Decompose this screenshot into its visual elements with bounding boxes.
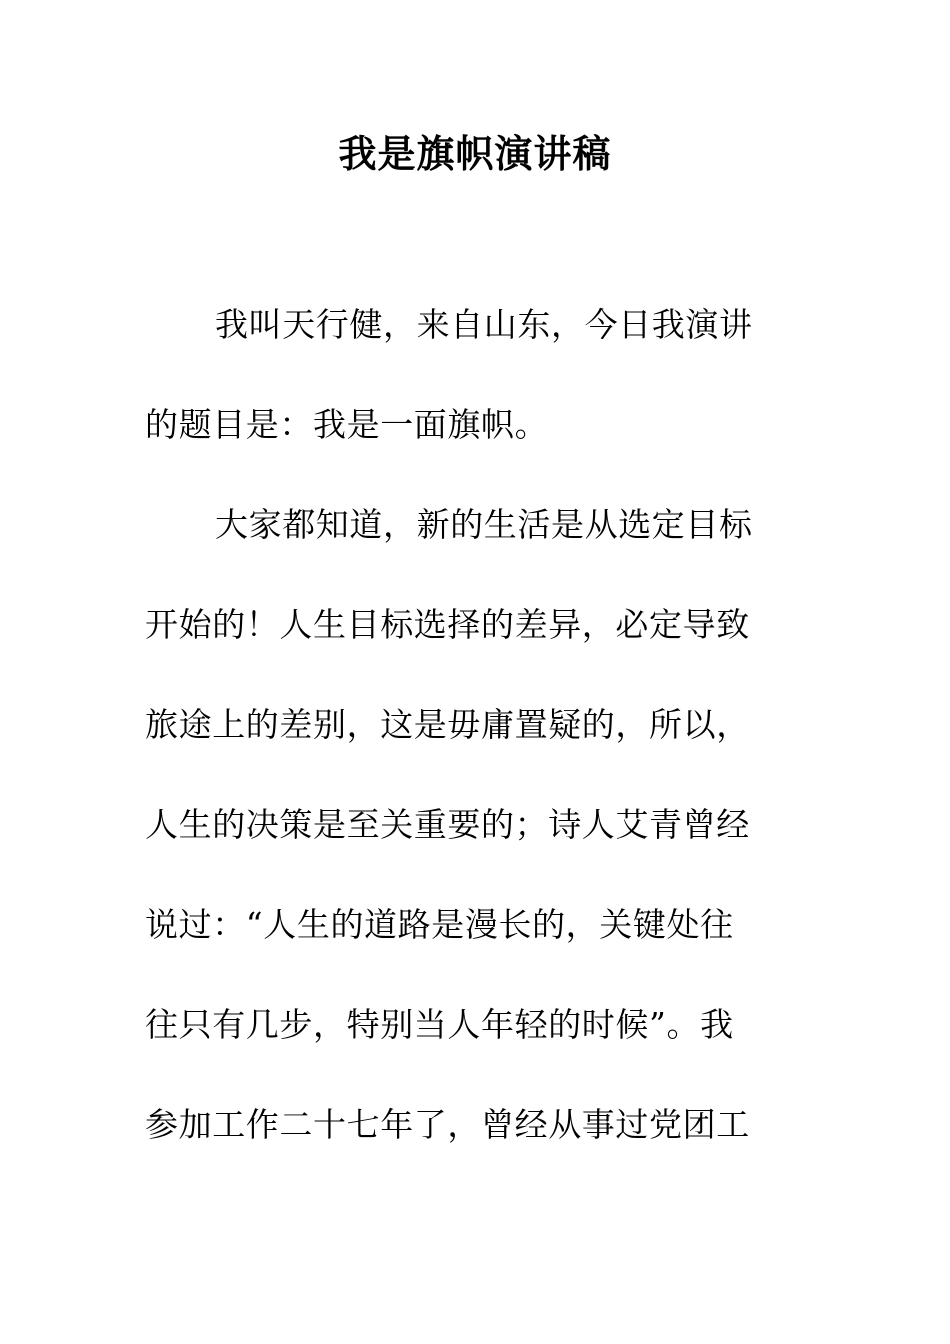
paragraph-2-line-7: 参加工作二十七年了，曾经从事过党团工 [145, 1105, 750, 1144]
paragraph-2-line-4: 人生的决策是至关重要的；诗人艾青曾经 [145, 805, 750, 844]
paragraph-2-line-2: 开始的！人生目标选择的差异，必定导致 [145, 605, 750, 644]
paragraph-2-line-1: 大家都知道，新的生活是从选定目标 [215, 505, 753, 544]
paragraph-1-line-1: 我叫天行健，来自山东，今日我演讲 [215, 305, 753, 344]
paragraph-2-line-5: 说过：“人生的道路是漫长的，关键处往 [145, 905, 734, 944]
paragraph-2-line-3: 旅途上的差别，这是毋庸置疑的，所以， [145, 705, 750, 744]
paragraph-2-line-6: 往只有几步，特别当人年轻的时候”。我 [145, 1005, 734, 1044]
document-title: 我是旗帜演讲稿 [338, 131, 612, 176]
paragraph-1-line-2: 的题目是：我是一面旗帜。 [145, 405, 549, 444]
